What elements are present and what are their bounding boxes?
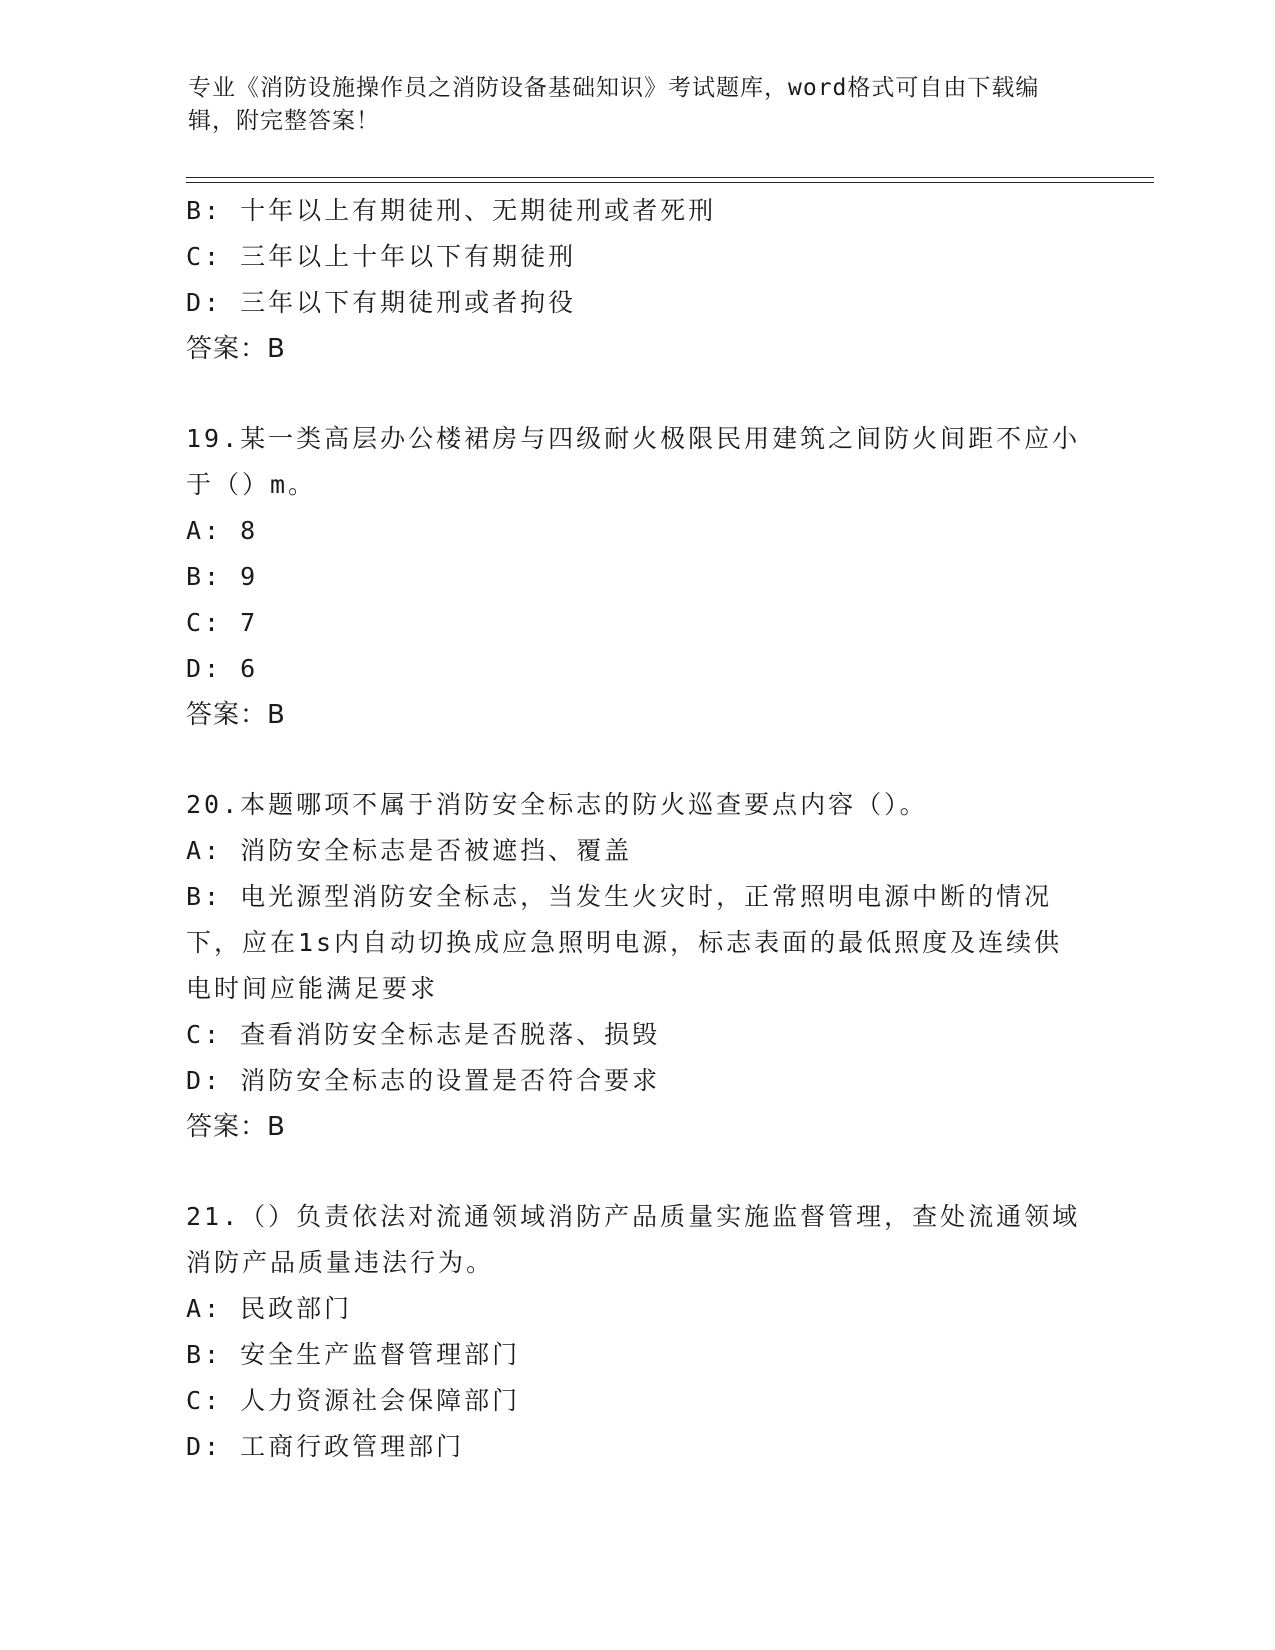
- header-divider-top: [186, 177, 1154, 178]
- question-21: [186, 1194, 1086, 1470]
- option-a: A: 民政部门: [186, 1294, 353, 1323]
- question-text: 19.某一类高层办公楼裙房与四级耐火极限民用建筑之间防火间距不应小于（）m。: [186, 424, 1081, 499]
- option-d: D: 6: [186, 654, 259, 683]
- question-text: 20.本题哪项不属于消防安全标志的防火巡查要点内容（）。: [186, 790, 928, 819]
- option-b: B: 十年以上有期徒刑、无期徒刑或者死刑: [186, 196, 717, 225]
- option-c: C: 7: [186, 608, 259, 637]
- option-a: A: 消防安全标志是否被遮挡、覆盖: [186, 836, 633, 865]
- header-divider-bottom: [186, 182, 1154, 183]
- answer: 答案：B: [186, 334, 286, 364]
- document-header: 专业《消防设施操作员之消防设备基础知识》考试题库，word格式可自由下载编辑，附完整答案！: [188, 75, 1040, 134]
- question-list: [186, 188, 1086, 1470]
- spacer: [186, 1150, 1086, 1194]
- option-c: C: 人力资源社会保障部门: [186, 1386, 521, 1415]
- option-d: D: 工商行政管理部门: [186, 1432, 465, 1461]
- answer: 答案：B: [186, 1112, 286, 1142]
- answer: 答案：B: [186, 700, 286, 730]
- question-19: [186, 416, 1086, 738]
- spacer: [186, 372, 1086, 416]
- option-b: B: 9: [186, 562, 259, 591]
- option-b: B: 安全生产监督管理部门: [186, 1340, 521, 1369]
- option-a: A: 8: [186, 516, 259, 545]
- option-d: D: 三年以下有期徒刑或者拘役: [186, 288, 577, 317]
- question-20: [186, 782, 1086, 1150]
- question-text: 21.（）负责依法对流通领域消防产品质量实施监督管理，查处流通领域消防产品质量违法行为。: [186, 1202, 1081, 1277]
- option-c: C: 三年以上十年以下有期徒刑: [186, 242, 577, 271]
- option-d: D: 消防安全标志的设置是否符合要求: [186, 1066, 661, 1095]
- spacer: [186, 738, 1086, 782]
- question-18: [186, 188, 1086, 372]
- option-b: B: 电光源型消防安全标志，当发生火灾时，正常照明电源中断的情况下，应在1s内自动切换成应急照明电源，标志表面的最低照度及连续供电时间应能满足要求: [186, 882, 1063, 1003]
- option-c: C: 查看消防安全标志是否脱落、损毁: [186, 1020, 661, 1049]
